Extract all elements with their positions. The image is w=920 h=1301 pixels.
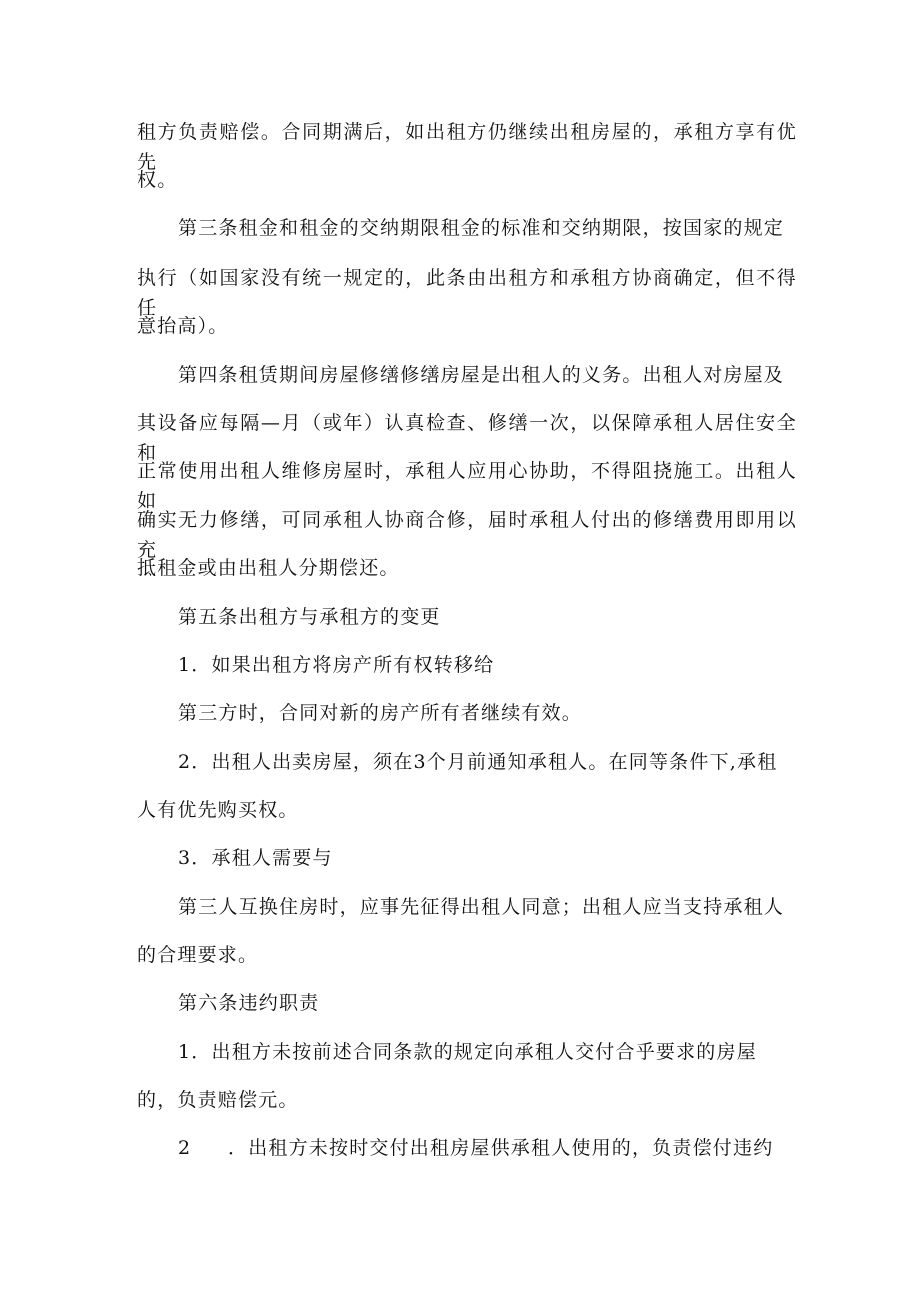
text-line: 确实无力修缮，可同承租人协商合修，届时承租人付出的修缮费用即用以充 <box>137 509 797 561</box>
text-line: 意抬高）。 <box>137 315 229 337</box>
text-line: 的，负责赔偿元。 <box>137 1089 299 1111</box>
text-line: 执行（如国家没有统一规定的，此条由出租方和承租方协商确定，但不得任 <box>137 267 797 319</box>
clause-text: ．出租方未按时交付出租房屋供承租人使用的，负责偿付违约 <box>228 1137 774 1159</box>
article-3-heading: 第三条租金和租金的交纳期限租金的标准和交纳期限，按国家的规定 <box>178 217 785 239</box>
text-line: 权。 <box>137 169 178 191</box>
text-line: 第三方时，合同对新的房产所有者继续有效。 <box>178 702 583 724</box>
article-4-heading: 第四条租赁期间房屋修缮修缮房屋是出租人的义务。出租人对房屋及 <box>178 364 785 386</box>
clause-number: 2 <box>178 1137 192 1159</box>
text-line: 第三人互换住房时，应事先征得出租人同意；出租人应当支持承租人 <box>178 896 785 918</box>
clause-item: 2．出租人出卖房屋，须在3个月前通知承租人。在同等条件下,承租 <box>178 751 778 773</box>
clause-item: 1．出租方未按前述合同条款的规定向承租人交付合乎要求的房屋 <box>178 1041 757 1063</box>
text-line: 人有优先购买权。 <box>137 799 299 821</box>
text-line: 租方负责赔偿。合同期满后，如出租方仍继续出租房屋的，承租方享有优先 <box>137 121 797 173</box>
clause-item: 1．如果出租方将房产所有权转移给 <box>178 654 495 676</box>
text-line: 抵租金或由出租人分期偿还。 <box>137 557 400 579</box>
text-line: 正常使用出租人维修房屋时，承租人应用心协助，不得阻挠施工。出租人如 <box>137 460 797 512</box>
article-6-heading: 第六条违约职责 <box>178 992 320 1014</box>
clause-item <box>178 1133 838 1163</box>
text-line: 其设备应每隔—月（或年）认真检查、修缮一次，以保障承租人居住安全和 <box>137 412 797 464</box>
text-line: 的合理要求。 <box>137 944 259 966</box>
article-5-heading: 第五条出租方与承租方的变更 <box>178 606 441 628</box>
clause-item: 3．承租人需要与 <box>178 847 333 869</box>
